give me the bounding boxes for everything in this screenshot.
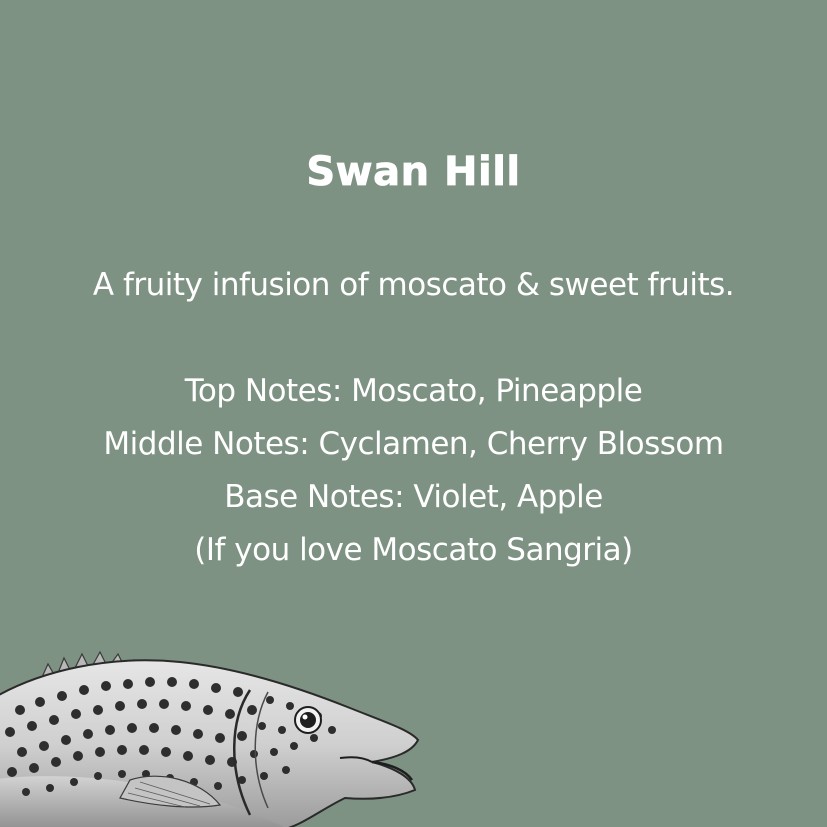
trout-fish-illustration <box>0 630 440 827</box>
top-notes: Top Notes: Moscato, Pineapple <box>184 373 643 409</box>
base-notes: Base Notes: Violet, Apple <box>224 479 603 515</box>
similar-to-note: (If you love Moscato Sangria) <box>194 532 633 568</box>
product-tagline: A fruity infusion of moscato & sweet fruits. <box>92 267 735 303</box>
product-title: Swan Hill <box>306 149 521 195</box>
fish-eye <box>295 707 321 733</box>
scent-notes <box>0 368 827 580</box>
middle-notes: Middle Notes: Cyclamen, Cherry Blossom <box>103 426 724 462</box>
